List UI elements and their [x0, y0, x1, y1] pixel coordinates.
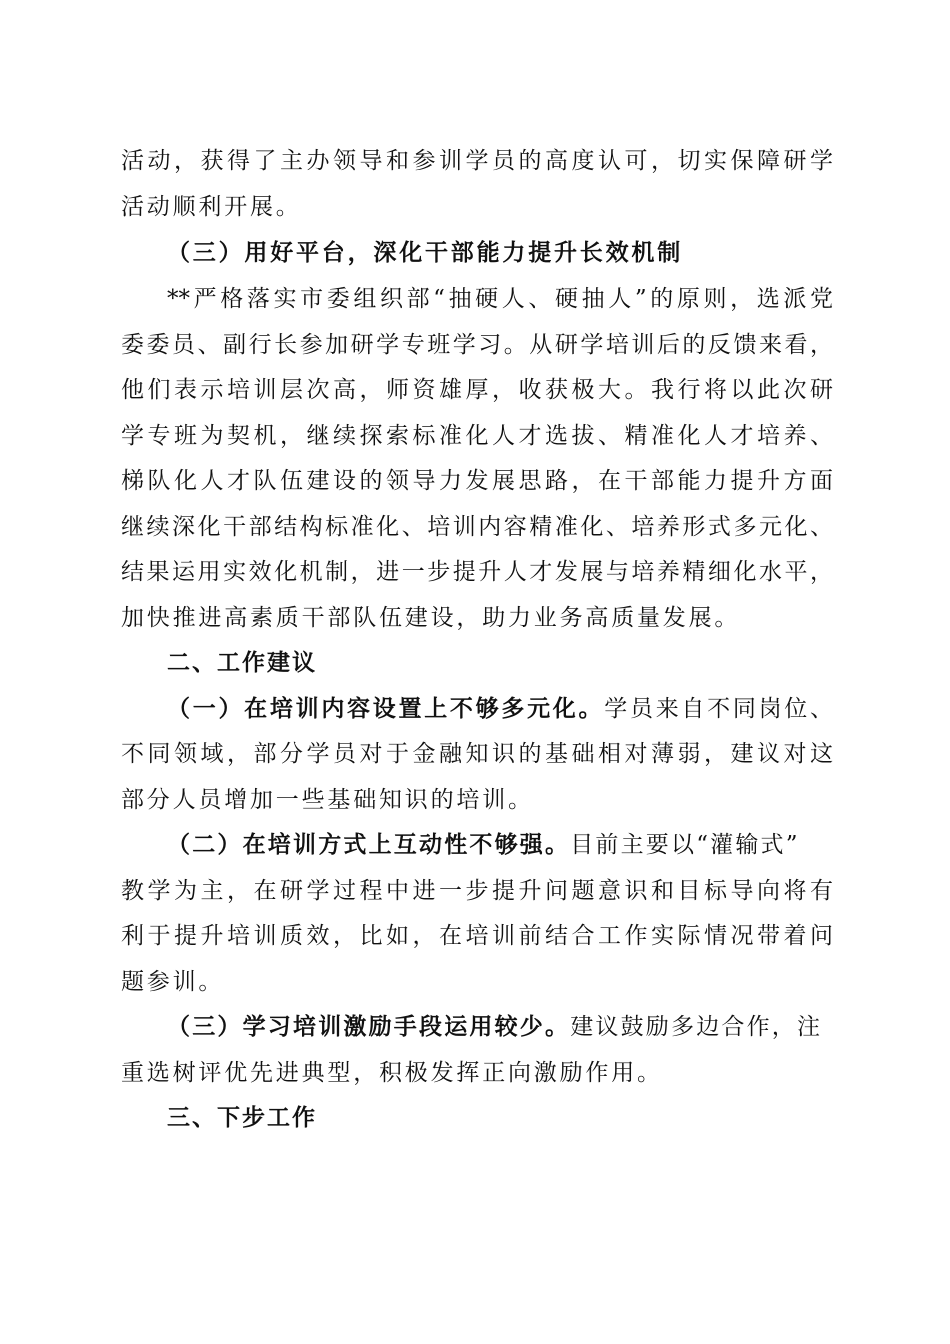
body-text-line: 委委员、副行长参加研学专班学习。从研学培训后的反馈来看， — [121, 332, 833, 358]
suggestion-2-text: 目前主要以“灌输式” — [570, 832, 800, 858]
body-text-line: 结果运用实效化机制，进一步提升人才发展与培养精细化水平， — [121, 559, 833, 585]
body-text-line: 他们表示培训层次高，师资雄厚，收获极大。我行将以此次研 — [121, 377, 833, 403]
body-text-line: 利于提升培训质效，比如，在培训前结合工作实际情况带着问 — [121, 923, 833, 949]
suggestion-1-first-line — [167, 694, 833, 724]
body-text-line: 活动，获得了主办领导和参训学员的高度认可，切实保障研学 — [121, 148, 833, 174]
suggestion-3-first-line — [167, 1012, 833, 1042]
body-text-line: 继续深化干部结构标准化、培训内容精准化、培养形式多元化、 — [121, 514, 833, 540]
body-text-line: 题参训。 — [121, 969, 225, 995]
heading-next-steps: 三、下步工作 — [167, 1105, 317, 1131]
suggestion-2-lead: （二）在培训方式上互动性不够强。 — [167, 831, 571, 858]
suggestion-2-first-line — [167, 830, 833, 860]
suggestion-1-text: 学员来自不同岗位、 — [604, 696, 834, 722]
body-text-line: 学专班为契机，继续探索标准化人才选拔、精准化人才培养、 — [121, 423, 833, 449]
section-heading-3: （三）用好平台，深化干部能力提升长效机制 — [167, 239, 683, 266]
body-text-line: 加快推进高素质干部队伍建设，助力业务高质量发展。 — [121, 605, 741, 631]
body-text-line: 梯队化人才队伍建设的领导力发展思路，在干部能力提升方面 — [121, 468, 833, 494]
suggestion-1-lead: （一）在培训内容设置上不够多元化。 — [167, 695, 605, 722]
body-text-line: 不同领域，部分学员对于金融知识的基础相对薄弱，建议对这 — [121, 741, 833, 767]
suggestion-3-text: 建议鼓励多边合作，注 — [570, 1014, 823, 1040]
suggestion-3-lead: （三）学习培训激励手段运用较少。 — [167, 1013, 571, 1040]
body-text-line: 重选树评优先进典型，积极发挥正向激励作用。 — [121, 1060, 663, 1086]
body-text-line: **严格落实市委组织部“抽硬人、硬抽人”的原则，选派党 — [167, 286, 833, 312]
body-text-line: 教学为主，在研学过程中进一步提升问题意识和目标导向将有 — [121, 878, 833, 904]
body-text-line: 活动顺利开展。 — [121, 194, 302, 220]
heading-work-suggestions: 二、工作建议 — [167, 650, 317, 676]
body-text-line: 部分人员增加一些基础知识的培训。 — [121, 787, 534, 813]
